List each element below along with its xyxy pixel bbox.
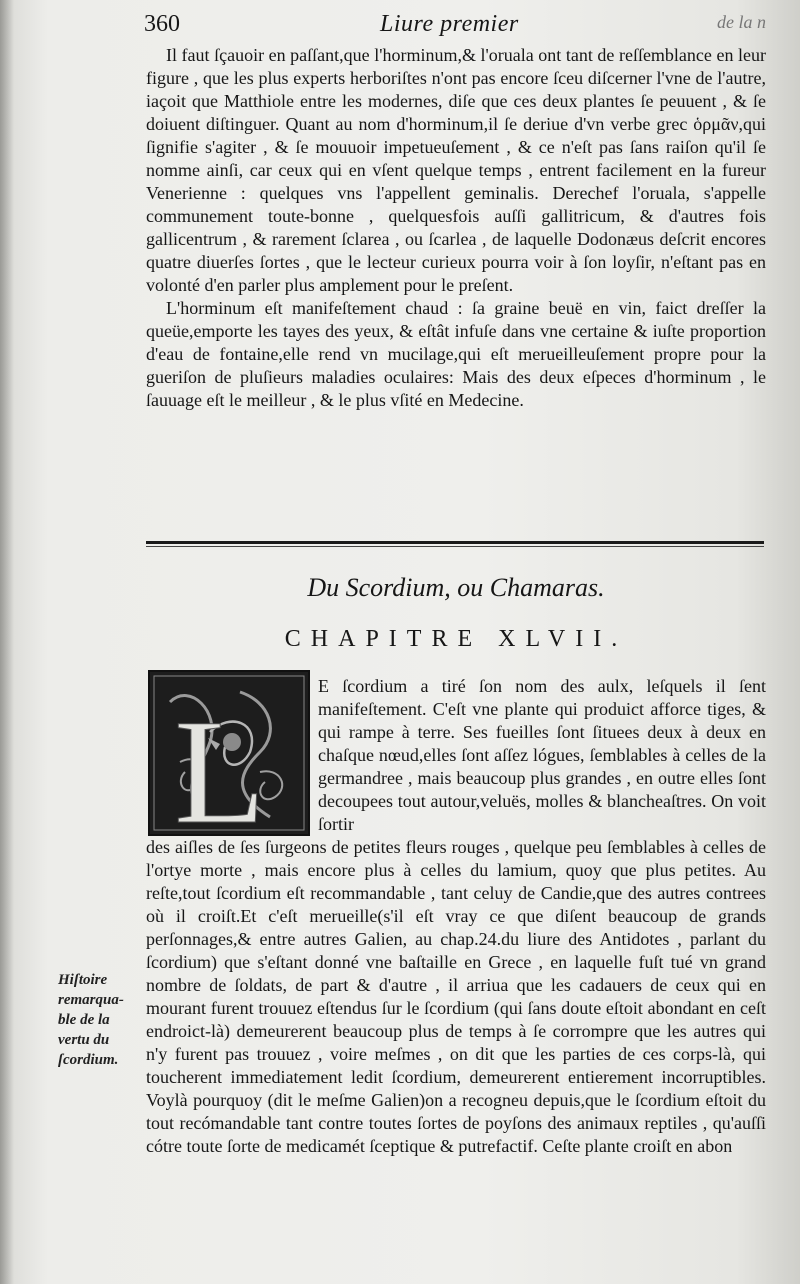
margin-note [58, 970, 144, 1070]
chapter-number: CHAPITRE XLVII. [284, 626, 628, 652]
chapter-body-text: des aiſles de ſes ſurgeons de petites fleurs rouges , quelque peu ſemblables à celles de l'ortye morte , mais encore plus à celles du lamium, quoy que plus petites. Au reſte,tout ſcordium eſt recommandable , tant celuy de Candie,que des autres contrees où il croiſt.Et c'eſt merueille(s'il eſt vray ce que diſent beaucoup de grands perſonnages,& entre autres Galien, au chap.24.du liure des Antidotes , parlant du ſcordium) que s'eſtant donné vne baſtaille en Grece , en laquelle fuſt tué vn grand nombre de ſoldats, de part & d'autre , il arriua que les cadauers de ceux qui en mourant furent trouuez eſtendus ſur le ſcordium (qui ſans doute eſtoit abondant en ceſt endroict-là) demeurerent beaucoup plus de temps à ſe corrompre que les autres qui n'y furent pas trouuez , voire meſmes , on dit que les parties de ces corps-là, qui toucherent immediatement ledit ſcordium, demeurerent entierement incorruptibles. Voylà pourquoy (dit le meſme Galien)on a recogneu depuis,que le ſcordium eſtoit du tout recómandable tant contre toutes ſortes de poyſons des animaux reptiles , qu'auſſi cótre toute ſorte de medicamét ſceptique & putrefactif. Ceſte plante croiſt en abon [146, 837, 766, 1156]
page-number: 360 [144, 11, 180, 37]
ornamental-initial [148, 670, 310, 836]
paragraph-horminum: Il faut ſçauoir en paſſant,que l'horminum,& l'oruala ont tant de reſſemblance en leur figure , que les plus experts herboriſtes n'ont pas encore ſceu diſcerner l'vne de l'autre, iaçoit que Matthiole entre les modernes, diſe que ces deux plantes ſe peuuent , & ſe doiuent diſtinguer. Quant au nom d'horminum,il ſe deriue d'vn verbe grec ὁρμᾶν,qui ſignifie s'agiter , & ſe mouuoir impetueuſement , & ce n'eſt pas ſans raiſon qu'il ſe nomme ainſi, car ceux qui en vſent quelque temps , entrent facilement en la fureur Venerienne : quelques vns l'appellent geminalis. Derechef l'oruala, s'appelle communement toute-bonne , quelquesfois auſſi gallitricum, & d'autres fois gallicentrum , & rarement ſclarea , ou ſcarlea , de laquelle Dodonæus deſcrit encores quatre diuerſes ſortes , que le lecteur curieux pourra voir à ſon loyſir, n'eſtant pas en volonté d'en parler plus amplement pour le preſent. [146, 45, 766, 295]
running-title: Liure premier [380, 11, 519, 37]
page-header [144, 8, 766, 40]
bleed-through-title: de la n [717, 12, 766, 32]
chapter-title: Du Scordium, ou Chamaras. [307, 573, 605, 602]
margin-note-line: remarqua- [58, 992, 124, 1008]
paragraph-horminum-properties: L'horminum eſt manifeſtement chaud : ſa graine beuë en vin, faict dreſſer la queüe,emporte les tayes des yeux, & eſtât infuſe dans vne certaine & iuſte proportion d'eau de fontaine,elle rend vn mucilage,qui eſt merueilleuſement propre pour la gueriſon de pluſieurs maladies oculaires: Mais des deux eſpeces d'horminum , le ſauuage eſt le meilleur , & le plus vſité en Medecine. [146, 298, 766, 410]
margin-note-line: ſcordium. [58, 1052, 119, 1068]
dropcap-letter: L [174, 689, 266, 834]
upper-text [146, 44, 766, 412]
margin-note-line: Hiſtoire [58, 972, 108, 988]
chapter-lead-text: E ſcordium a tiré ſon nom des aulx, leſquels il ſent manifeſtement. C'eſt vne plante qui produict afforce tiges, & qui rampe à terre. Ses fueilles ſont ſituees deux à deux en chaſque nœud,elles ſont aſſez lógues, ſemblables à celles de la germandree , mais beaucoup plus grandes , en outre elles ſont decoupees tout autour,veluës, molles & blancheaſtres. On voit ſortir [318, 676, 766, 834]
gutter-shadow [0, 0, 14, 1284]
margin-note-line: vertu du [58, 1032, 110, 1048]
ornament-foliage-icon [150, 672, 308, 834]
section-divider [146, 541, 764, 544]
margin-note-line: ble de la [58, 1012, 110, 1028]
